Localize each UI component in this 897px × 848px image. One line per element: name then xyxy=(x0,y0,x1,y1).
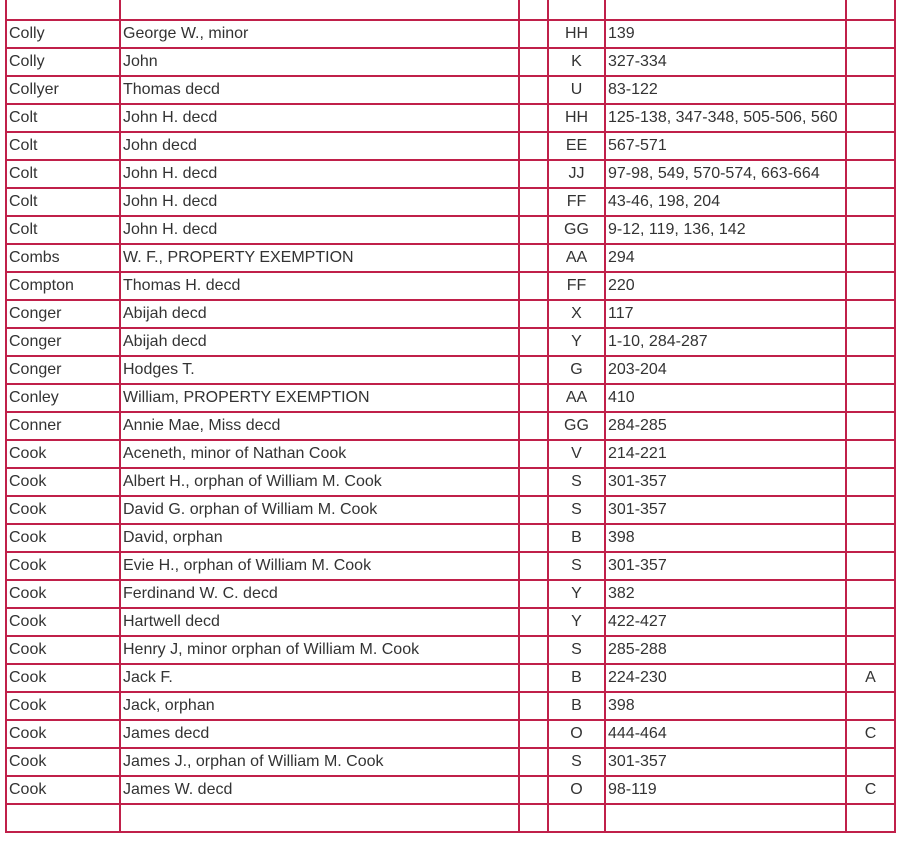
blank-cell xyxy=(519,104,548,132)
note-cell xyxy=(846,216,895,244)
book-cell: GG xyxy=(548,216,605,244)
given-name-cell: John H. decd xyxy=(120,104,519,132)
pages-cell: 98-119 xyxy=(605,776,846,804)
note-cell xyxy=(846,524,895,552)
note-cell xyxy=(846,20,895,48)
blank-cell xyxy=(519,748,548,776)
blank-cell xyxy=(519,496,548,524)
given-name-cell xyxy=(120,804,519,832)
given-name-cell: James W. decd xyxy=(120,776,519,804)
table-row xyxy=(6,356,895,384)
blank-cell xyxy=(519,720,548,748)
given-name-cell: James decd xyxy=(120,720,519,748)
note-cell xyxy=(846,328,895,356)
blank-cell xyxy=(519,776,548,804)
book-cell: AA xyxy=(548,384,605,412)
given-name-cell: Thomas decd xyxy=(120,76,519,104)
surname-cell: Colt xyxy=(6,216,120,244)
surname-cell: Collyer xyxy=(6,76,120,104)
table-row xyxy=(6,76,895,104)
blank-cell xyxy=(519,384,548,412)
book-cell: B xyxy=(548,664,605,692)
pages-cell: 220 xyxy=(605,272,846,300)
blank-cell xyxy=(519,244,548,272)
surname-cell: Colt xyxy=(6,104,120,132)
given-name-cell: John decd xyxy=(120,132,519,160)
blank-cell xyxy=(519,132,548,160)
surname-cell: Conner xyxy=(6,412,120,440)
book-cell: O xyxy=(548,776,605,804)
surname-cell: Cook xyxy=(6,468,120,496)
note-cell xyxy=(846,48,895,76)
blank-cell xyxy=(519,272,548,300)
book-cell xyxy=(548,804,605,832)
table-row xyxy=(6,748,895,776)
note-cell xyxy=(846,384,895,412)
note-cell xyxy=(846,188,895,216)
pages-cell: 327-334 xyxy=(605,48,846,76)
book-cell: B xyxy=(548,524,605,552)
blank-cell xyxy=(519,300,548,328)
table-row xyxy=(6,188,895,216)
blank-cell xyxy=(519,356,548,384)
blank-cell xyxy=(519,188,548,216)
table-row xyxy=(6,216,895,244)
blank-cell xyxy=(519,48,548,76)
table-row xyxy=(6,552,895,580)
note-cell xyxy=(846,804,895,832)
pages-cell xyxy=(605,804,846,832)
pages-cell: 567-571 xyxy=(605,132,846,160)
pages-cell: 398 xyxy=(605,524,846,552)
given-name-cell: Hodges T. xyxy=(120,356,519,384)
blank-cell xyxy=(519,636,548,664)
surname-cell: Cook xyxy=(6,748,120,776)
pages-cell: 444-464 xyxy=(605,720,846,748)
surname-cell: Colt xyxy=(6,160,120,188)
pages-cell: 224-230 xyxy=(605,664,846,692)
given-name-cell: Thomas H. decd xyxy=(120,272,519,300)
given-name-cell: David G. orphan of William M. Cook xyxy=(120,496,519,524)
surname-cell: Colt xyxy=(6,188,120,216)
blank-cell xyxy=(519,0,548,20)
note-cell xyxy=(846,76,895,104)
book-cell: HH xyxy=(548,20,605,48)
note-cell: A xyxy=(846,664,895,692)
given-name-cell: Jack, orphan xyxy=(120,692,519,720)
table-row xyxy=(6,272,895,300)
table-row xyxy=(6,468,895,496)
book-cell: S xyxy=(548,552,605,580)
blank-cell xyxy=(519,580,548,608)
given-name-cell: John H. decd xyxy=(120,188,519,216)
given-name-cell: Abijah decd xyxy=(120,328,519,356)
book-cell: G xyxy=(548,356,605,384)
table-row xyxy=(6,0,895,20)
table-row xyxy=(6,384,895,412)
given-name-cell: John xyxy=(120,48,519,76)
note-cell xyxy=(846,496,895,524)
pages-cell: 285-288 xyxy=(605,636,846,664)
table-row xyxy=(6,440,895,468)
given-name-cell xyxy=(120,0,519,20)
book-cell: Y xyxy=(548,580,605,608)
given-name-cell: James J., orphan of William M. Cook xyxy=(120,748,519,776)
surname-cell: Conger xyxy=(6,328,120,356)
blank-cell xyxy=(519,160,548,188)
pages-cell: 1-10, 284-287 xyxy=(605,328,846,356)
table-row xyxy=(6,608,895,636)
table-row xyxy=(6,132,895,160)
note-cell xyxy=(846,468,895,496)
surname-cell: Cook xyxy=(6,496,120,524)
table-row xyxy=(6,48,895,76)
given-name-cell: David, orphan xyxy=(120,524,519,552)
records-table-body xyxy=(6,0,895,832)
pages-cell xyxy=(605,0,846,20)
given-name-cell: Ferdinand W. C. decd xyxy=(120,580,519,608)
pages-cell: 301-357 xyxy=(605,468,846,496)
note-cell xyxy=(846,160,895,188)
given-name-cell: Albert H., orphan of William M. Cook xyxy=(120,468,519,496)
note-cell xyxy=(846,132,895,160)
pages-cell: 301-357 xyxy=(605,748,846,776)
pages-cell: 203-204 xyxy=(605,356,846,384)
surname-cell: Conger xyxy=(6,300,120,328)
surname-cell: Cook xyxy=(6,580,120,608)
note-cell: C xyxy=(846,720,895,748)
given-name-cell: Annie Mae, Miss decd xyxy=(120,412,519,440)
table-row xyxy=(6,412,895,440)
note-cell xyxy=(846,244,895,272)
pages-cell: 97-98, 549, 570-574, 663-664 xyxy=(605,160,846,188)
note-cell xyxy=(846,356,895,384)
surname-cell: Colly xyxy=(6,48,120,76)
pages-cell: 410 xyxy=(605,384,846,412)
book-cell: O xyxy=(548,720,605,748)
surname-cell: Cook xyxy=(6,524,120,552)
table-row xyxy=(6,20,895,48)
blank-cell xyxy=(519,20,548,48)
blank-cell xyxy=(519,692,548,720)
book-cell: B xyxy=(548,692,605,720)
given-name-cell: John H. decd xyxy=(120,216,519,244)
surname-cell: Cook xyxy=(6,692,120,720)
blank-cell xyxy=(519,608,548,636)
pages-cell: 301-357 xyxy=(605,552,846,580)
pages-cell: 125-138, 347-348, 505-506, 560 xyxy=(605,104,846,132)
given-name-cell: George W., minor xyxy=(120,20,519,48)
book-cell: U xyxy=(548,76,605,104)
table-row xyxy=(6,104,895,132)
book-cell xyxy=(548,0,605,20)
note-cell: C xyxy=(846,776,895,804)
surname-cell: Conley xyxy=(6,384,120,412)
note-cell xyxy=(846,300,895,328)
table-row xyxy=(6,580,895,608)
blank-cell xyxy=(519,440,548,468)
surname-cell: Colt xyxy=(6,132,120,160)
book-cell: FF xyxy=(548,272,605,300)
records-table-container xyxy=(5,0,896,833)
surname-cell: Compton xyxy=(6,272,120,300)
note-cell xyxy=(846,580,895,608)
blank-cell xyxy=(519,664,548,692)
surname-cell: Cook xyxy=(6,552,120,580)
book-cell: S xyxy=(548,496,605,524)
note-cell xyxy=(846,104,895,132)
surname-cell xyxy=(6,804,120,832)
table-row xyxy=(6,328,895,356)
blank-cell xyxy=(519,328,548,356)
given-name-cell: William, PROPERTY EXEMPTION xyxy=(120,384,519,412)
records-table xyxy=(5,0,896,833)
note-cell xyxy=(846,0,895,20)
surname-cell: Cook xyxy=(6,776,120,804)
blank-cell xyxy=(519,552,548,580)
note-cell xyxy=(846,272,895,300)
table-row xyxy=(6,160,895,188)
given-name-cell: Aceneth, minor of Nathan Cook xyxy=(120,440,519,468)
book-cell: S xyxy=(548,636,605,664)
pages-cell: 422-427 xyxy=(605,608,846,636)
book-cell: S xyxy=(548,748,605,776)
given-name-cell: John H. decd xyxy=(120,160,519,188)
table-row xyxy=(6,804,895,832)
book-cell: GG xyxy=(548,412,605,440)
table-row xyxy=(6,776,895,804)
pages-cell: 382 xyxy=(605,580,846,608)
given-name-cell: W. F., PROPERTY EXEMPTION xyxy=(120,244,519,272)
blank-cell xyxy=(519,412,548,440)
book-cell: V xyxy=(548,440,605,468)
pages-cell: 398 xyxy=(605,692,846,720)
blank-cell xyxy=(519,804,548,832)
table-row xyxy=(6,524,895,552)
pages-cell: 284-285 xyxy=(605,412,846,440)
surname-cell: Cook xyxy=(6,664,120,692)
given-name-cell: Henry J, minor orphan of William M. Cook xyxy=(120,636,519,664)
note-cell xyxy=(846,748,895,776)
given-name-cell: Jack F. xyxy=(120,664,519,692)
book-cell: FF xyxy=(548,188,605,216)
note-cell xyxy=(846,608,895,636)
book-cell: HH xyxy=(548,104,605,132)
blank-cell xyxy=(519,468,548,496)
pages-cell: 301-357 xyxy=(605,496,846,524)
pages-cell: 83-122 xyxy=(605,76,846,104)
book-cell: S xyxy=(548,468,605,496)
surname-cell: Conger xyxy=(6,356,120,384)
note-cell xyxy=(846,692,895,720)
surname-cell: Cook xyxy=(6,636,120,664)
surname-cell: Cook xyxy=(6,440,120,468)
table-row xyxy=(6,300,895,328)
surname-cell: Cook xyxy=(6,720,120,748)
table-row xyxy=(6,720,895,748)
book-cell: AA xyxy=(548,244,605,272)
surname-cell: Combs xyxy=(6,244,120,272)
book-cell: Y xyxy=(548,608,605,636)
pages-cell: 43-46, 198, 204 xyxy=(605,188,846,216)
note-cell xyxy=(846,552,895,580)
pages-cell: 139 xyxy=(605,20,846,48)
book-cell: JJ xyxy=(548,160,605,188)
surname-cell xyxy=(6,0,120,20)
book-cell: Y xyxy=(548,328,605,356)
note-cell xyxy=(846,412,895,440)
pages-cell: 214-221 xyxy=(605,440,846,468)
given-name-cell: Hartwell decd xyxy=(120,608,519,636)
surname-cell: Cook xyxy=(6,608,120,636)
book-cell: K xyxy=(548,48,605,76)
table-row xyxy=(6,636,895,664)
table-row xyxy=(6,244,895,272)
book-cell: X xyxy=(548,300,605,328)
table-row xyxy=(6,692,895,720)
pages-cell: 294 xyxy=(605,244,846,272)
blank-cell xyxy=(519,76,548,104)
pages-cell: 117 xyxy=(605,300,846,328)
given-name-cell: Evie H., orphan of William M. Cook xyxy=(120,552,519,580)
table-row xyxy=(6,496,895,524)
table-row xyxy=(6,664,895,692)
blank-cell xyxy=(519,524,548,552)
blank-cell xyxy=(519,216,548,244)
note-cell xyxy=(846,440,895,468)
pages-cell: 9-12, 119, 136, 142 xyxy=(605,216,846,244)
book-cell: EE xyxy=(548,132,605,160)
note-cell xyxy=(846,636,895,664)
surname-cell: Colly xyxy=(6,20,120,48)
given-name-cell: Abijah decd xyxy=(120,300,519,328)
